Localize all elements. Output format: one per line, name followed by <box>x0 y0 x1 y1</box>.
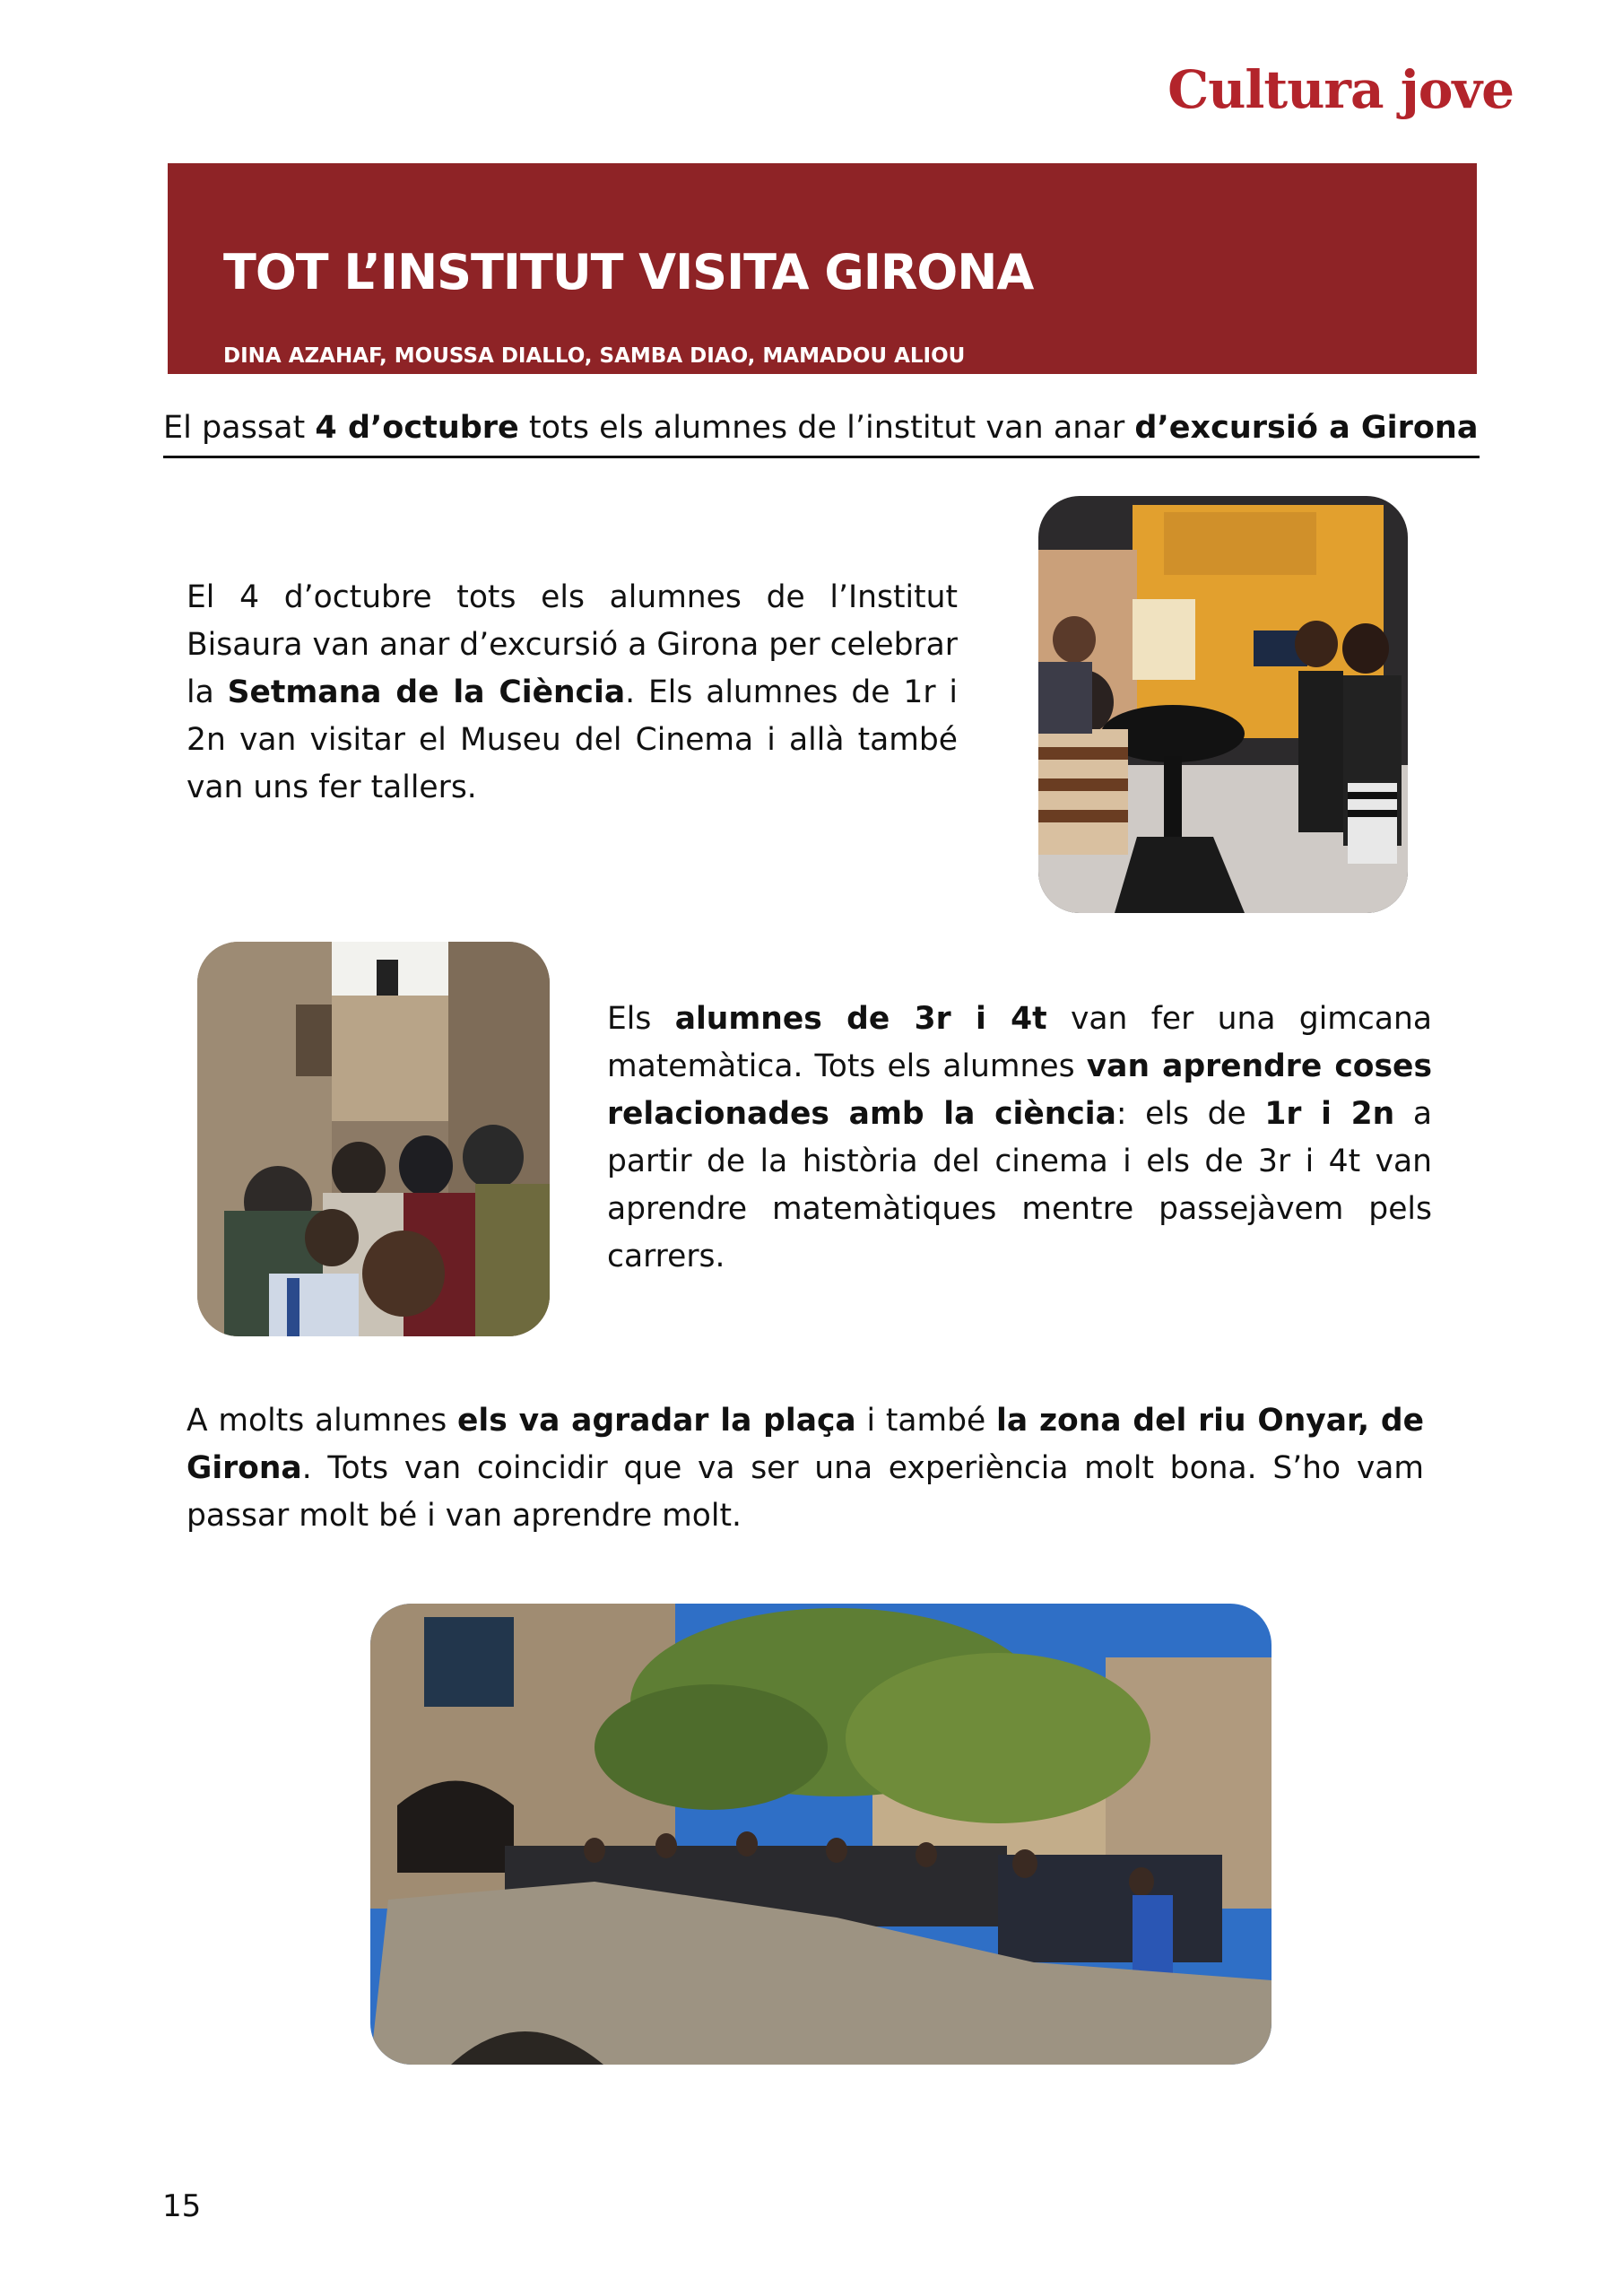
bridge-photo <box>370 1604 1271 2065</box>
magazine-logo: Cultura jove <box>1167 59 1514 120</box>
article-title: TOT L’INSTITUT VISITA GIRONA <box>223 244 1034 300</box>
article-banner <box>168 163 1477 374</box>
paragraph-impressions: A molts alumnes els va agradar la plaça i també la zona del riu Onyar, de Girona. Tots van coincidir que va ser una experiència molt bona. S’ho vam passar molt bé i van aprendre molt. <box>187 1403 1424 1534</box>
street-photo <box>197 942 550 1336</box>
museum-photo <box>1038 496 1408 913</box>
article-lead: El passat 4 d’octubre tots els alumnes de l’institut van anar d’excursió a Girona <box>163 405 1480 458</box>
page-number: 15 <box>162 2188 202 2224</box>
paragraph-gimcana: Els alumnes de 3r i 4t van fer una gimcana matemàtica. Tots els alumnes van aprendre coses relacionades amb la ciència: els de 1r i 2n a partir de la història del cinema i els de 3r i 4t van aprendre matemàtiques mentre passejàvem pels carrers. <box>607 1001 1433 1274</box>
article-authors: DINA AZAHAF, MOUSSA DIALLO, SAMBA DIAO, MAMADOU ALIOU <box>223 344 966 368</box>
paragraph-museum-visit: El 4 d’octubre tots els alumnes de l’Institut Bisaura van anar d’excursió a Girona per celebrar la Setmana de la Ciència. Els alumnes de 1r i 2n van visitar el Museu del Cinema i allà també van uns fer tallers. <box>187 579 958 805</box>
